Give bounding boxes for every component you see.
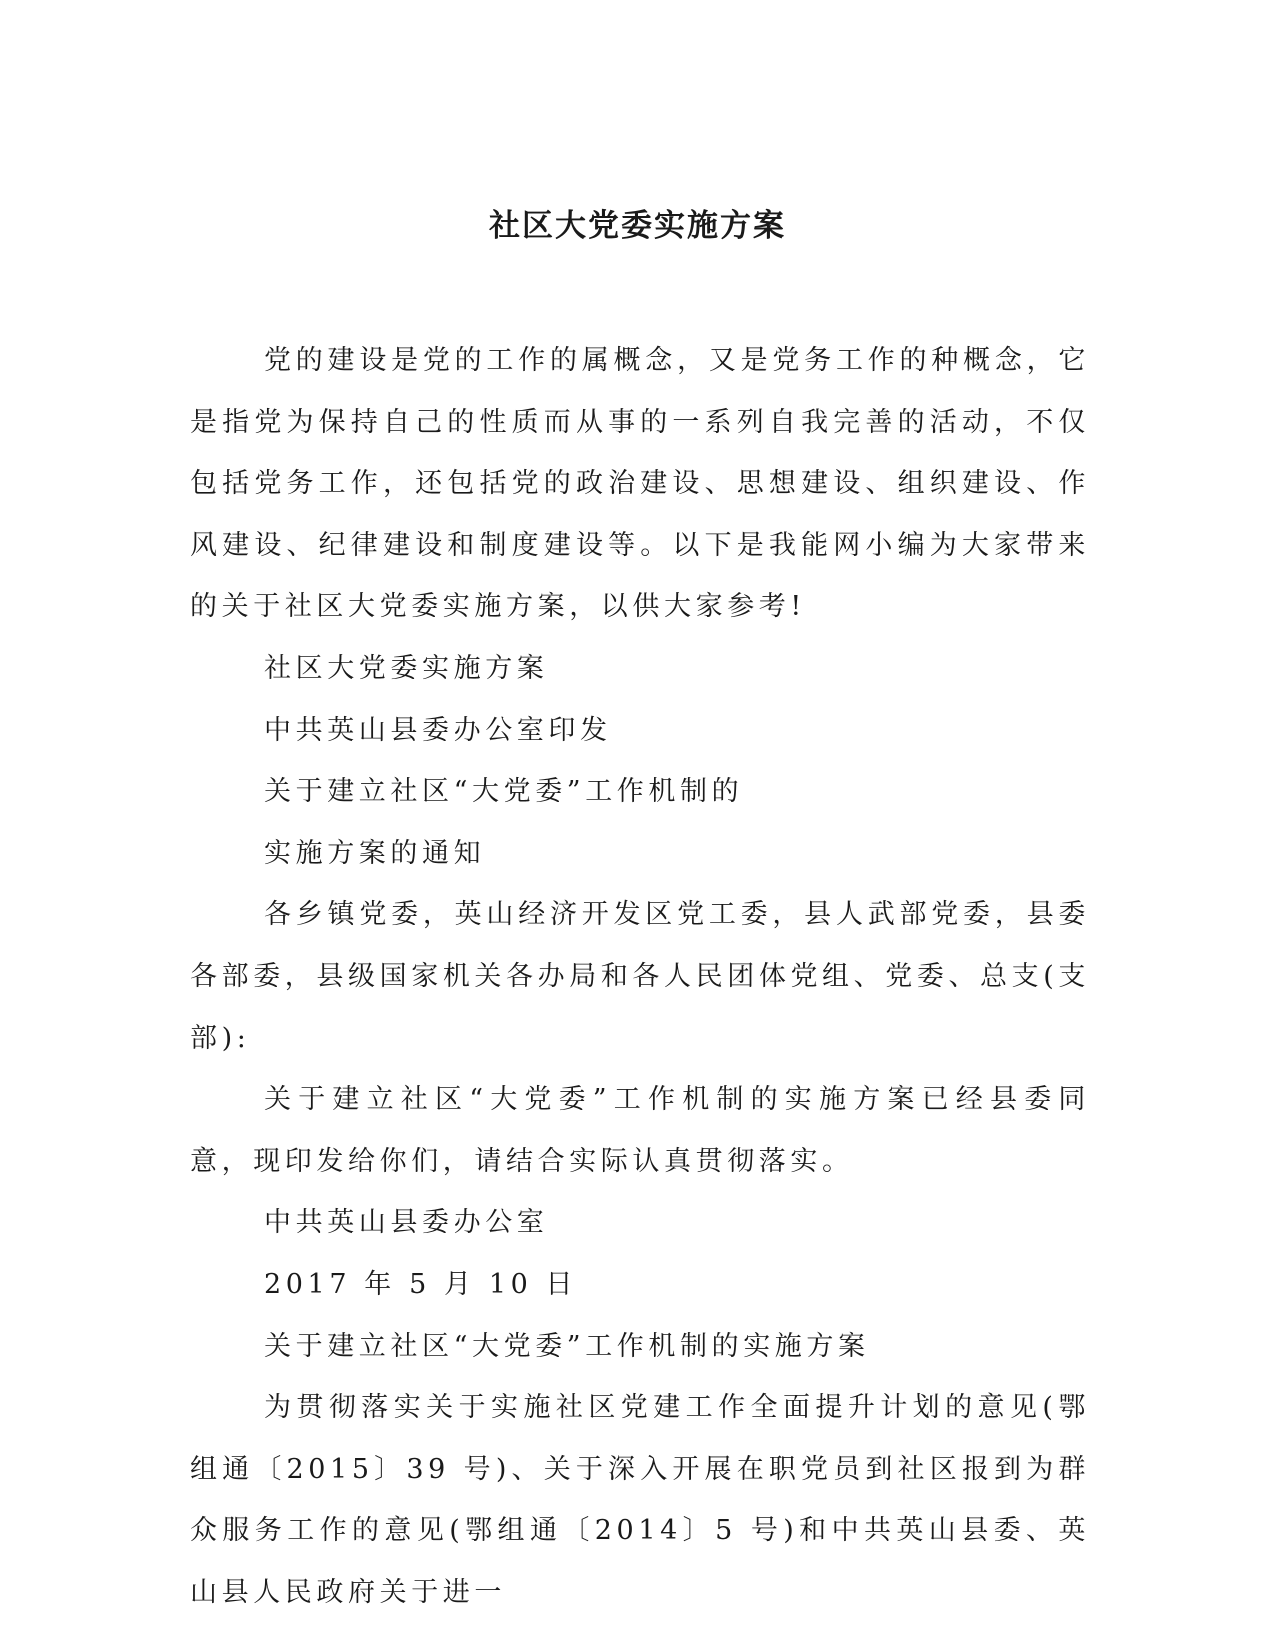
- document-body: [190, 330, 1090, 1623]
- paragraph-date: 2017 年 5 月 10 日: [264, 1268, 578, 1300]
- paragraph-plan-body: 为贯彻落实关于实施社区党建工作全面提升计划的意见(鄂组通〔2015〕39 号)、关于深入开展在职党员到社区报到为群众服务工作的意见(鄂组通〔2014〕5 号)和中共英山县委、英山县人民政府关于进一: [190, 1392, 1090, 1608]
- paragraph-signature: 中共英山县委办公室: [264, 1207, 549, 1239]
- paragraph-intro: 党的建设是党的工作的属概念，又是党务工作的种概念，它是指党为保持自己的性质而从事的一系列自我完善的活动，不仅包括党务工作，还包括党的政治建设、思想建设、组织建设、作风建设、纪律建设和制度建设等。以下是我能网小编为大家带来的关于社区大党委实施方案，以供大家参考!: [190, 345, 1090, 623]
- paragraph-notice-title-line1: 关于建立社区“大党委”工作机制的: [264, 776, 744, 808]
- paragraph-recipients: 各乡镇党委，英山经济开发区党工委，县人武部党委，县委各部委，县级国家机关各办局和各人民团体党组、党委、总支(支部):: [190, 899, 1090, 1054]
- paragraph-heading: 社区大党委实施方案: [264, 652, 549, 684]
- paragraph-notice-title-line2: 实施方案的通知: [264, 837, 486, 869]
- document-title: 社区大党委实施方案: [489, 208, 786, 244]
- paragraph-issuer: 中共英山县委办公室印发: [264, 714, 612, 746]
- paragraph-plan-title: 关于建立社区“大党委”工作机制的实施方案: [264, 1330, 870, 1362]
- paragraph-notice-body: 关于建立社区“大党委”工作机制的实施方案已经县委同意，现印发给你们，请结合实际认真贯彻落实。: [190, 1084, 1090, 1177]
